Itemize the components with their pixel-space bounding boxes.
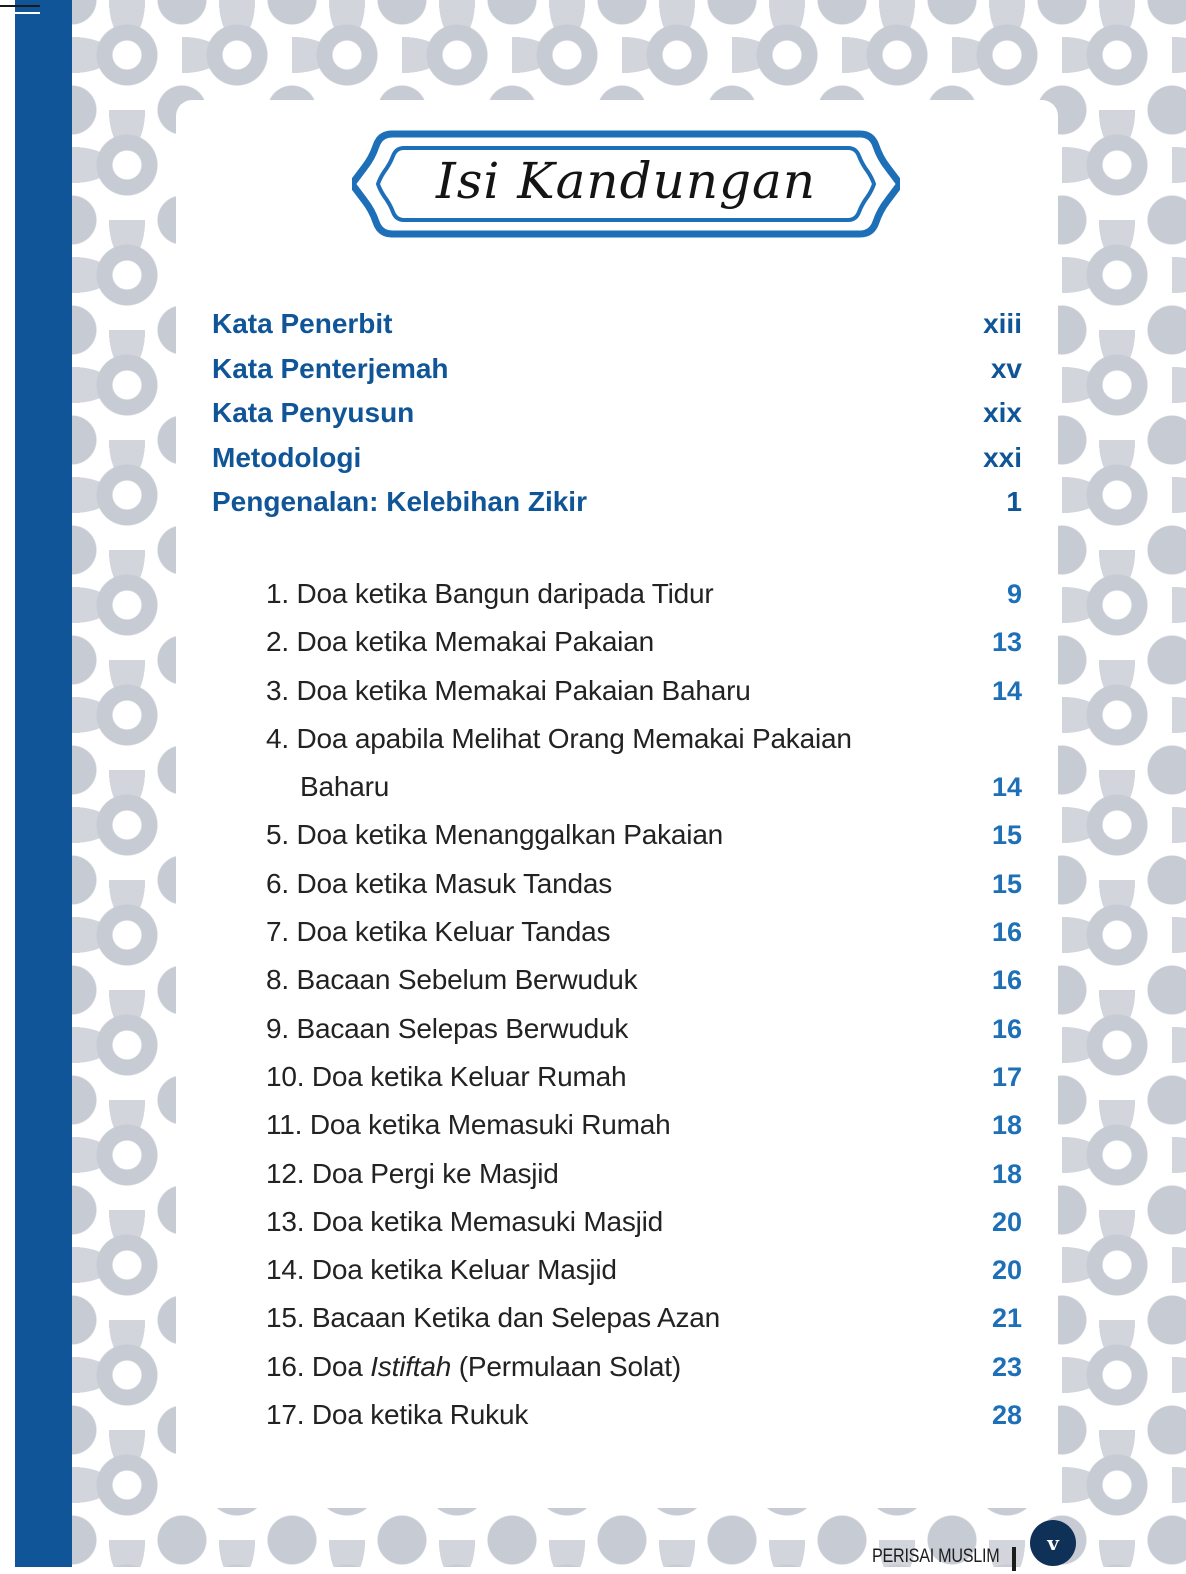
toc-label: 13. Doa ketika Memasuki Masjid (266, 1205, 664, 1237)
toc-front-item[interactable] (212, 391, 1022, 436)
toc-page-number: 16 (991, 1013, 1022, 1044)
toc-label: 2. Doa ketika Memakai Pakaian (266, 626, 654, 658)
toc-page-number: 9 (1006, 579, 1022, 609)
toc-page-number: 1 (1006, 486, 1022, 517)
toc-entry[interactable] (266, 1246, 1022, 1294)
toc-page-number: 15 (991, 868, 1022, 899)
toc-label: 6. Doa ketika Masuk Tandas (266, 867, 613, 899)
toc-front-item[interactable] (212, 347, 1022, 392)
toc-page-number: xxi (983, 441, 1022, 473)
toc-page-number: 16 (991, 965, 1022, 996)
toc-label: 4. Doa apabila Melihat Orang Memakai Pakaian (266, 722, 852, 754)
toc-entry-list (266, 570, 1022, 1439)
toc-label: Kata Penerbit (212, 308, 393, 339)
toc-entry[interactable] (266, 715, 1022, 763)
toc-page-number: 16 (991, 917, 1022, 948)
toc-entry-continuation[interactable] (266, 763, 1022, 811)
toc-page-number: 18 (991, 1158, 1022, 1189)
footer-divider (1012, 1547, 1016, 1571)
toc-entry[interactable] (266, 1150, 1022, 1198)
toc-page-number: 14 (991, 772, 1022, 803)
toc-label: 1. Doa ketika Bangun daripada Tidur (266, 578, 714, 609)
toc-page-number: 23 (991, 1351, 1022, 1382)
toc-page-number: xiii (983, 308, 1022, 339)
toc-label: 15. Bacaan Ketika dan Selepas Azan (266, 1302, 720, 1334)
toc-page-number: 18 (991, 1110, 1022, 1141)
toc-entry[interactable] (266, 667, 1022, 715)
toc-label: 7. Doa ketika Keluar Tandas (266, 916, 611, 948)
toc-label: Pengenalan: Kelebihan Zikir (212, 486, 587, 517)
toc-page-number: 28 (991, 1400, 1022, 1431)
toc-front-item[interactable] (212, 436, 1022, 481)
corner-rule (0, 5, 40, 7)
toc-entry[interactable] (266, 1198, 1022, 1246)
toc-entry[interactable] (266, 1294, 1022, 1342)
toc-page-number: xv (990, 352, 1022, 384)
toc-label: 3. Doa ketika Memakai Pakaian Baharu (266, 674, 751, 706)
toc-label: Kata Penyusun (212, 397, 415, 428)
toc-entry[interactable] (266, 1101, 1022, 1149)
toc-label-suffix: (Permulaan Solat) (451, 1350, 681, 1382)
toc-entry[interactable] (266, 956, 1022, 1004)
toc-label-italic: Istiftah (370, 1350, 452, 1382)
toc-label: 14. Doa ketika Keluar Masjid (266, 1254, 617, 1286)
toc-entry[interactable] (266, 908, 1022, 956)
toc-front-item[interactable] (212, 302, 1022, 347)
toc-page-number: 13 (991, 627, 1022, 658)
toc-page-number: xix (983, 397, 1022, 428)
toc-label: Metodologi (212, 441, 362, 473)
toc-entry[interactable] (266, 1005, 1022, 1053)
footer-book-title: PERISAI MUSLIM (872, 1546, 1000, 1567)
toc-entry[interactable] (266, 860, 1022, 908)
toc-label: 9. Bacaan Selepas Berwuduk (266, 1012, 629, 1044)
front-matter-list (212, 302, 1022, 525)
toc-entry[interactable] (266, 570, 1022, 618)
toc-page-number: 17 (991, 1061, 1022, 1092)
toc-front-item[interactable] (212, 480, 1022, 525)
toc-label: 17. Doa ketika Rukuk (266, 1399, 529, 1431)
page-title: Isi Kandungan (435, 152, 817, 210)
page-footer (872, 1540, 1022, 1574)
toc-entry[interactable] (266, 618, 1022, 666)
toc-page-number: 20 (991, 1206, 1022, 1237)
toc-page-number: 21 (991, 1303, 1022, 1334)
toc-label: 5. Doa ketika Menanggalkan Pakaian (266, 819, 724, 851)
toc-page-number: 20 (991, 1255, 1022, 1286)
left-spine-bar (15, 0, 72, 1567)
toc-entry[interactable] (266, 811, 1022, 859)
toc-page-number: 15 (991, 820, 1022, 851)
toc-label-prefix: 16. Doa (266, 1350, 371, 1382)
toc-entry[interactable] (266, 1053, 1022, 1101)
toc-label: Kata Penterjemah (212, 352, 449, 384)
toc-page-number: 14 (991, 675, 1022, 706)
toc-entry[interactable] (266, 1391, 1022, 1439)
toc-label-continuation: Baharu (300, 771, 390, 803)
title-cartouche (352, 128, 900, 240)
toc-entry[interactable] (266, 1343, 1022, 1391)
toc-label: 10. Doa ketika Keluar Rumah (266, 1060, 627, 1092)
toc-label (266, 1343, 681, 1391)
toc-label: 11. Doa ketika Memasuki Rumah (266, 1109, 671, 1141)
toc-label: 8. Bacaan Sebelum Berwuduk (266, 964, 638, 996)
toc-label: 12. Doa Pergi ke Masjid (266, 1157, 559, 1189)
page-number-badge: v (1030, 1520, 1076, 1566)
corner-rule (0, 12, 40, 14)
